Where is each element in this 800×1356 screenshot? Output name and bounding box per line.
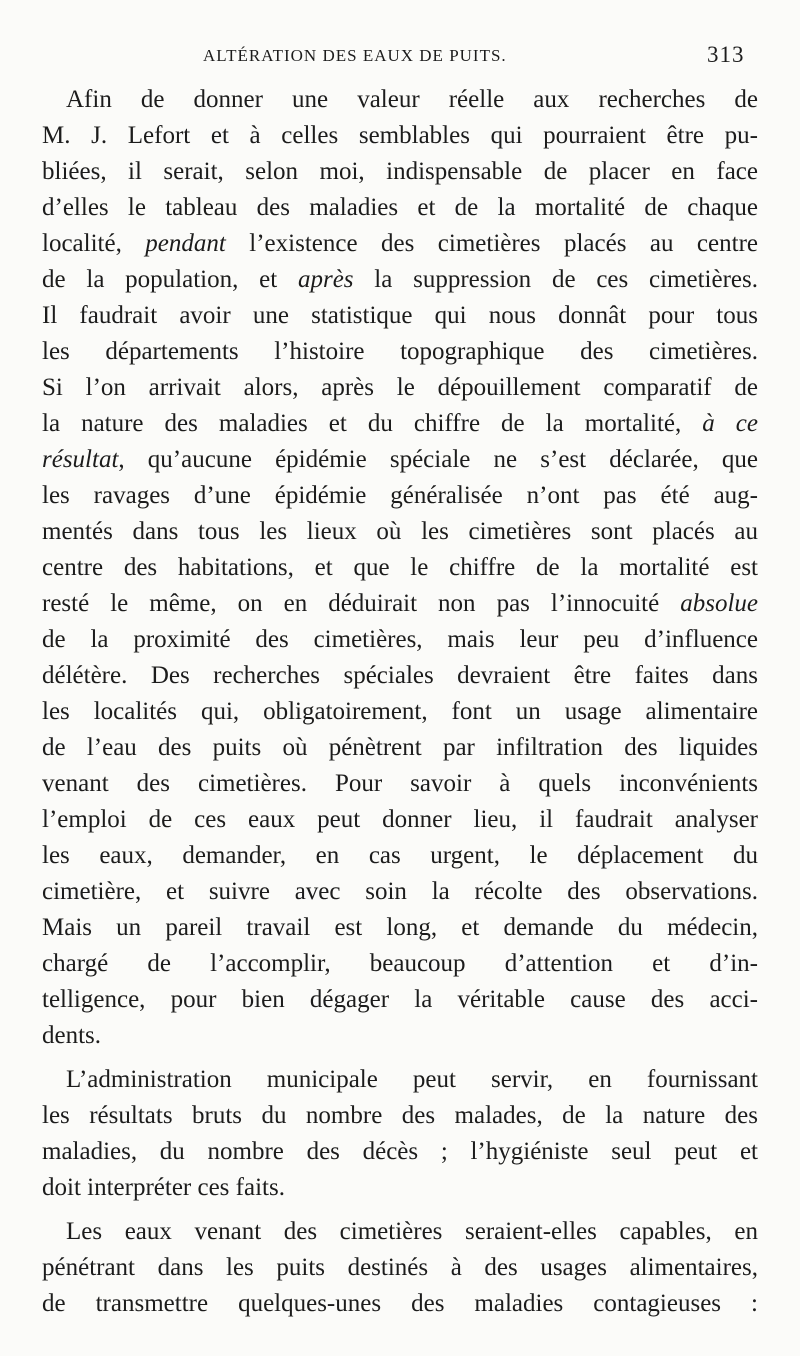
text-segment: l’existence des cimetières placés au centre (225, 230, 758, 257)
text-line: Mais un pareil travail est long, et demande du médecin, (42, 914, 758, 941)
text-line (42, 586, 758, 622)
text-line: les résultats bruts du nombre des malades, de la nature des (42, 1102, 758, 1129)
text-line: d’elles le tableau des maladies et de la mortalité de chaque (42, 194, 758, 221)
italic-emphasis: absolue (680, 590, 758, 617)
text-segment: localité, (42, 230, 146, 257)
italic-emphasis: pendant (145, 230, 226, 257)
text-line: chargé de l’accomplir, beaucoup d’attention et d’in- (42, 950, 758, 977)
text-line: Les eaux venant des cimetières seraient-elles capables, en (66, 1218, 758, 1245)
text-line: bliées, il serait, selon moi, indispensable de placer en face (42, 158, 758, 185)
text-line: centre des habitations, et que le chiffre de la mortalité est (42, 554, 758, 581)
text-line: de transmettre quelques-unes des maladies contagieuses : (42, 1290, 758, 1317)
text-segment: la suppression de ces cimetières. (353, 266, 758, 293)
text-line: doit interpréter ces faits. (42, 1174, 285, 1201)
text-line: les localités qui, obligatoirement, font un usage alimentaire (42, 698, 758, 725)
text-line: Il faudrait avoir une statistique qui nous donnât pour tous (42, 302, 758, 329)
text-line: pénétrant dans les puits destinés à des usages alimentaires, (42, 1254, 758, 1281)
text-line: venant des cimetières. Pour savoir à quels inconvénients (42, 770, 758, 797)
text-line: les ravages d’une épidémie généralisée n’ont pas été aug- (42, 482, 758, 509)
text-line: mentés dans tous les lieux où les cimetières sont placés au (42, 518, 758, 545)
text-line: les départements l’histoire topographique des cimetières. (42, 338, 758, 365)
text-line: Afin de donner une valeur réelle aux recherches de (66, 86, 758, 113)
body-text (42, 82, 758, 1322)
text-line (42, 226, 758, 262)
text-line: de la proximité des cimetières, mais leur peu d’influence (42, 626, 758, 653)
text-line (42, 406, 758, 442)
text-segment: , qu’aucune épidémie spéciale ne s’est déclarée, que (118, 446, 758, 473)
page-header (0, 42, 800, 72)
text-line: l’emploi de ces eaux peut donner lieu, il faudrait analyser (42, 806, 758, 833)
page-number: 313 (707, 42, 745, 67)
text-line: cimetière, et suivre avec soin la récolte des observations. (42, 878, 758, 905)
text-line: telligence, pour bien dégager la véritable cause des acci- (42, 986, 758, 1013)
text-line: M. J. Lefort et à celles semblables qui pourraient être pu- (42, 122, 758, 149)
text-line: maladies, du nombre des décès ; l’hygiéniste seul peut et (42, 1138, 758, 1165)
text-line: L’administration municipale peut servir, en fournissant (66, 1066, 758, 1093)
text-line: délétère. Des recherches spéciales devraient être faites dans (42, 662, 758, 689)
running-title: ALTÉRATION DES EAUX DE PUITS. (203, 46, 507, 65)
text-segment: la nature des maladies et du chiffre de la mortalité, (42, 410, 703, 437)
text-line (42, 262, 758, 298)
italic-emphasis: après (297, 266, 354, 293)
text-line: Si l’on arrivait alors, après le dépouillement comparatif de (42, 374, 758, 401)
italic-emphasis: résultat (42, 446, 119, 473)
italic-emphasis: à ce (702, 410, 758, 437)
text-segment: de la population, et (42, 266, 298, 293)
text-line (42, 442, 758, 478)
text-line: dents. (42, 1022, 102, 1049)
text-segment: resté le même, on en déduirait non pas l’innocuité (42, 590, 681, 617)
text-line: de l’eau des puits où pénètrent par infiltration des liquides (42, 734, 758, 761)
text-line: les eaux, demander, en cas urgent, le déplacement du (42, 842, 758, 869)
